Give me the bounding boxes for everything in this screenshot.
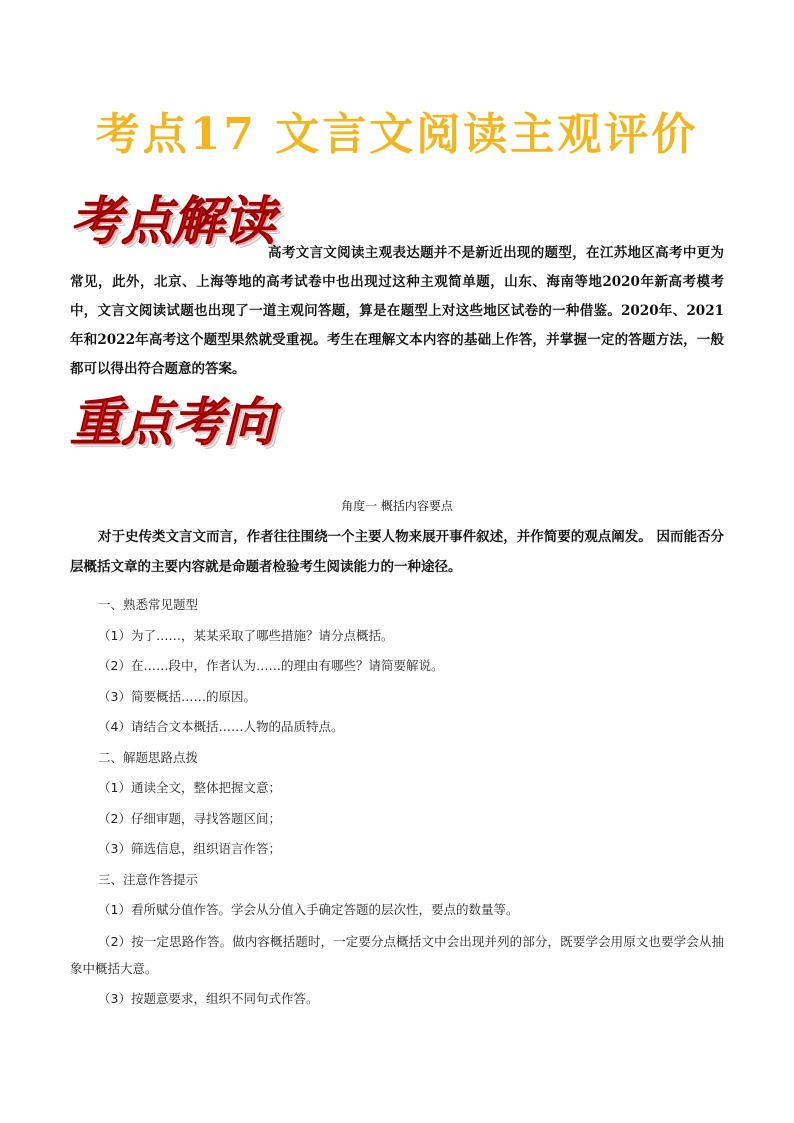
- content-list: [70, 590, 724, 1014]
- intro-paragraph: 高考文言文阅读主观表达题并不是新近出现的题型，在江苏地区高考中更为常见，此外，北京、上海等地的高考试卷中也出现过这种主观简单题，山东、海南等地2020年新高考模考中，文言文阅读试题也出现了一道主观问答题，算是在题型上对这些地区试卷的一种借鉴。2020年、2021年和2022年高考这个题型果然就受重视。考生在理解文本内容的基础上作答，并掌握一定的答题方法，一般都可以得出符合题意的答案。: [70, 245, 724, 377]
- list-item-heading-1: 一、熟悉常见题型: [98, 597, 199, 612]
- list-item: （3）筛选信息，组织语言作答；: [98, 841, 281, 856]
- list-item: （2）在……段中，作者认为……的理由有哪些？请简要解说。: [98, 658, 444, 673]
- list-item: （3）简要概括……的原因。: [98, 688, 256, 704]
- list-item: （1）通读全文，整体把握文意；: [98, 780, 281, 795]
- list-item-heading-3: 三、注意作答提示: [98, 871, 199, 887]
- section-heading: 角度一 概括内容要点: [341, 499, 453, 513]
- list-item: （4）请结合文本概括……人物的品质特点。: [98, 719, 344, 734]
- page-title: 考点17 文言文阅读主观评价: [95, 109, 699, 160]
- list-item: （3）按题意要求，组织不同句式作答。: [98, 990, 319, 1006]
- list-item-heading-2: 二、解题思路点拨: [98, 749, 199, 765]
- lead-paragraph: 对于史传类文言文而言，作者往往围绕一个主要人物来展开事件叙述，并作简要的观点阐发。 因而能否分层概括文章的主要内容就是命题者检验考生阅读能力的一种途径。: [70, 529, 724, 575]
- list-item: （2）按一定思路作答。做内容概括题时，一定要分点概括文中会出现并列的部分，既要学会用原文也要学会从抽象中概括大意。: [70, 933, 724, 976]
- list-item: （1）看所赋分值作答。学会从分值入手确定答题的层次性，要点的数量等。: [98, 902, 519, 917]
- list-item: （1）为了……，某某采取了哪些措施？请分点概括。: [98, 627, 394, 643]
- list-item: （2）仔细审题，寻找答题区间；: [98, 810, 281, 826]
- wordart-kaodian-jiedu: 考点解读: [70, 191, 275, 252]
- wordart-zhongdian-kaoxiang: 重点考向: [70, 392, 275, 453]
